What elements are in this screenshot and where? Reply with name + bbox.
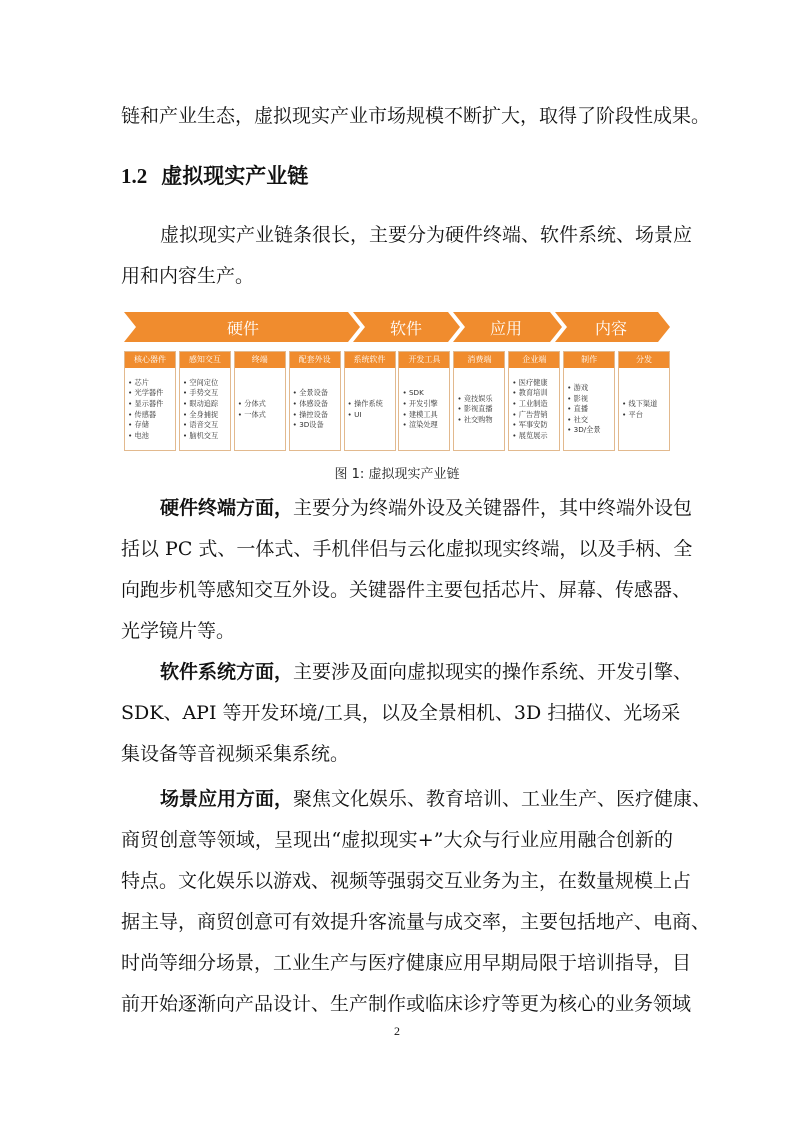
category-item: • 直播 — [567, 404, 614, 415]
stage-arrow-bar — [124, 312, 670, 342]
paragraph-text: 主要分为终端外设及关键器件，其中终端外设包 — [293, 497, 693, 519]
category-items — [235, 369, 285, 450]
category-header: 配套外设 — [290, 352, 340, 368]
category-column — [618, 351, 670, 451]
category-items — [619, 369, 669, 450]
category-item: • 显示器件 — [128, 399, 175, 410]
category-column — [234, 351, 286, 451]
category-item: • 广告营销 — [512, 410, 559, 421]
industry-chain-figure — [124, 312, 670, 452]
category-item: • 渲染处理 — [402, 420, 449, 431]
paragraph-line: 特点。文化娱乐以游戏、视频等强弱交互业务为主，在数量规模上占 — [121, 870, 692, 892]
category-item: • 传感器 — [128, 410, 175, 421]
category-column — [508, 351, 560, 451]
paragraph-line — [160, 787, 712, 811]
category-item: • 手势交互 — [183, 388, 230, 399]
category-item: • 竞技娱乐 — [457, 394, 504, 405]
category-items — [399, 369, 449, 450]
category-column — [453, 351, 505, 451]
paragraph-line: 前开始逐渐向产品设计、生产制作或临床诊疗等更为核心的业务领域 — [121, 993, 692, 1015]
paragraph-line: 链和产业生态，虚拟现实产业市场规模不断扩大，取得了阶段性成果。 — [121, 105, 711, 127]
category-column — [344, 351, 396, 451]
category-item: • 全身捕捉 — [183, 410, 230, 421]
category-item: • 3D/全景 — [567, 425, 614, 436]
page-number: 2 — [394, 1024, 400, 1038]
category-header: 开发工具 — [399, 352, 449, 368]
paragraph-lead: 场景应用方面， — [160, 788, 294, 810]
paragraph-line: 集设备等音视频采集系统。 — [121, 743, 350, 765]
figure-caption: 图 1: 虚拟现实产业链 — [334, 467, 460, 482]
category-item: • 工业制造 — [512, 399, 559, 410]
category-item: • 分体式 — [238, 399, 285, 410]
category-item: • 开发引擎 — [402, 399, 449, 410]
paragraph-line: 向跑步机等感知交互外设。关键器件主要包括芯片、屏幕、传感器、 — [121, 579, 692, 601]
category-columns — [124, 351, 670, 451]
stage-label-software: 软件 — [390, 319, 423, 338]
category-item: • 体感设备 — [293, 399, 340, 410]
category-header: 感知交互 — [180, 352, 230, 368]
category-item: • 展览展示 — [512, 431, 559, 442]
paragraph-lead: 硬件终端方面， — [160, 497, 294, 519]
category-item: • 教育培训 — [512, 388, 559, 399]
paragraph-line: 时尚等细分场景，工业生产与医疗健康应用早期局限于培训指导，目 — [121, 952, 692, 974]
category-items — [345, 369, 395, 450]
category-item: • 线下渠道 — [622, 399, 669, 410]
stage-label-hardware: 硬件 — [227, 319, 260, 338]
paragraph-line: 用和内容生产。 — [121, 265, 255, 287]
category-column — [179, 351, 231, 451]
category-item: • 空间定位 — [183, 378, 230, 389]
category-column — [289, 351, 341, 451]
category-item: • SDK — [402, 388, 449, 399]
category-items — [290, 369, 340, 450]
category-item: • 社交购物 — [457, 415, 504, 426]
paragraph-line: 括以 PC 式、一体式、手机伴侣与云化虚拟现实终端，以及手柄、全 — [121, 538, 693, 560]
category-item: • 军事安防 — [512, 420, 559, 431]
category-item: • 游戏 — [567, 383, 614, 394]
category-item: • 影视直播 — [457, 404, 504, 415]
category-item: • 全景设备 — [293, 388, 340, 399]
category-item: • 语音交互 — [183, 420, 230, 431]
category-item: • 操控设备 — [293, 410, 340, 421]
category-item: • 建模工具 — [402, 410, 449, 421]
paragraph-text: 聚焦文化娱乐、教育培训、工业生产、医疗健康、 — [293, 788, 712, 810]
paragraph-line — [160, 660, 693, 684]
category-items — [564, 369, 614, 450]
category-item: • 光学器件 — [128, 388, 175, 399]
category-item: • 一体式 — [238, 410, 285, 421]
category-header: 企业端 — [509, 352, 559, 368]
category-item: • 芯片 — [128, 378, 175, 389]
category-column — [398, 351, 450, 451]
category-column — [124, 351, 176, 451]
category-header: 消费端 — [454, 352, 504, 368]
section-title: 虚拟现实产业链 — [161, 164, 309, 188]
category-item: • 社交 — [567, 415, 614, 426]
category-item: • 眼动追踪 — [183, 399, 230, 410]
paragraph-line: 据主导，商贸创意可有效提升客流量与成交率，主要包括地产、电商、 — [121, 911, 711, 933]
category-header: 核心器件 — [125, 352, 175, 368]
section-heading — [121, 160, 308, 190]
category-items — [180, 369, 230, 450]
category-item: • 3D设备 — [293, 420, 340, 431]
category-item: • 操作系统 — [348, 399, 395, 410]
category-header: 系统软件 — [345, 352, 395, 368]
category-header: 终端 — [235, 352, 285, 368]
category-items — [509, 369, 559, 450]
category-item: • 脑机交互 — [183, 431, 230, 442]
category-header: 制作 — [564, 352, 614, 368]
stage-label-content: 内容 — [595, 319, 628, 338]
paragraph-line — [160, 496, 693, 520]
category-item: • 平台 — [622, 410, 669, 421]
section-number: 1.2 — [121, 164, 148, 188]
paragraph-text: 主要涉及面向虚拟现实的操作系统、开发引擎、 — [293, 661, 693, 683]
stage-label-application: 应用 — [490, 319, 523, 338]
paragraph-lead: 软件系统方面， — [160, 661, 294, 683]
category-items — [454, 369, 504, 450]
category-item: • 医疗健康 — [512, 378, 559, 389]
category-item: • 存储 — [128, 420, 175, 431]
category-item: • 电池 — [128, 431, 175, 442]
paragraph-line: 虚拟现实产业链条很长，主要分为硬件终端、软件系统、场景应 — [160, 224, 693, 246]
category-header: 分发 — [619, 352, 669, 368]
category-column — [563, 351, 615, 451]
paragraph-line: SDK、API 等开发环境/工具，以及全景相机、3D 扫描仪、光场采 — [121, 702, 681, 724]
paragraph-line: 商贸创意等领域，呈现出“虚拟现实+”大众与行业应用融合创新的 — [121, 829, 673, 851]
paragraph-line: 光学镜片等。 — [121, 620, 236, 642]
category-item: • 影视 — [567, 394, 614, 405]
category-items — [125, 369, 175, 450]
category-item: • UI — [348, 410, 395, 421]
